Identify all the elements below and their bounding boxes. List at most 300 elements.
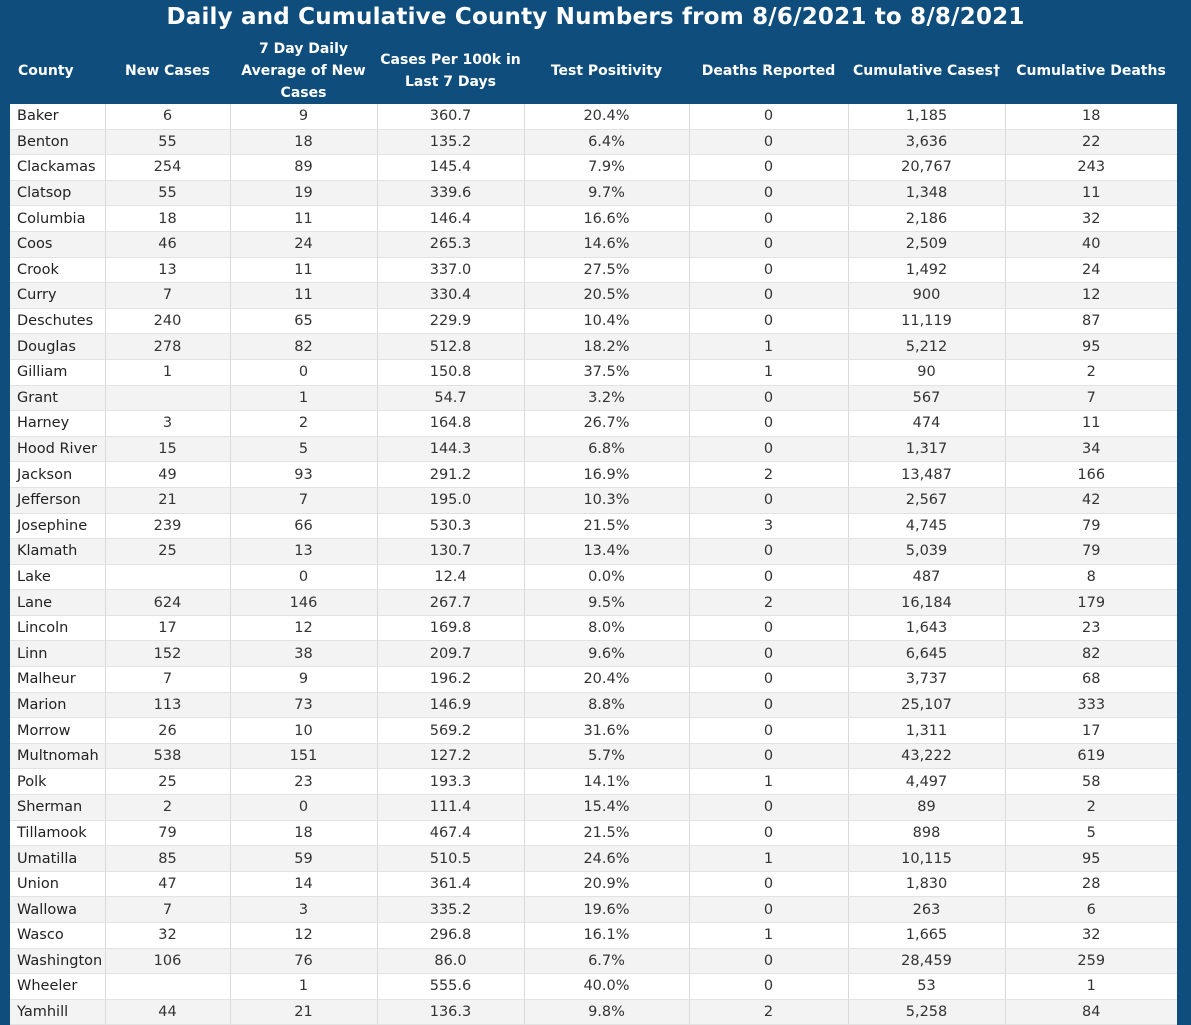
- cell-cases-per-100k: 127.2: [377, 743, 524, 769]
- cell-new-cases: [105, 564, 230, 590]
- cell-cumulative-cases: 263: [848, 897, 1005, 923]
- cell-test-positivity: 20.9%: [524, 871, 689, 897]
- cell-cumulative-deaths: 8: [1005, 564, 1177, 590]
- cell-7day-average: 7: [230, 487, 377, 513]
- cell-cumulative-cases: 898: [848, 820, 1005, 846]
- cell-test-positivity: 21.5%: [524, 513, 689, 539]
- cell-deaths-reported: 0: [689, 436, 848, 462]
- cell-cases-per-100k: 136.3: [377, 999, 524, 1025]
- cell-cumulative-deaths: 259: [1005, 948, 1177, 974]
- header-row: [10, 38, 1177, 104]
- column-header-cases-per-100k: Cases Per 100k in Last 7 Days: [377, 38, 524, 104]
- cell-cases-per-100k: 569.2: [377, 718, 524, 744]
- cell-test-positivity: 9.5%: [524, 590, 689, 616]
- cell-7day-average: 76: [230, 948, 377, 974]
- cell-7day-average: 9: [230, 104, 377, 129]
- cell-cumulative-deaths: 619: [1005, 743, 1177, 769]
- cell-cumulative-cases: 28,459: [848, 948, 1005, 974]
- cell-new-cases: 13: [105, 257, 230, 283]
- cell-new-cases: 15: [105, 436, 230, 462]
- cell-new-cases: 624: [105, 590, 230, 616]
- table-row: [10, 692, 1177, 718]
- cell-county: Multnomah: [10, 743, 105, 769]
- cell-cases-per-100k: 150.8: [377, 359, 524, 385]
- cell-test-positivity: 6.7%: [524, 948, 689, 974]
- cell-test-positivity: 31.6%: [524, 718, 689, 744]
- cell-test-positivity: 3.2%: [524, 385, 689, 411]
- table-row: [10, 539, 1177, 565]
- cell-7day-average: 11: [230, 283, 377, 309]
- cell-cumulative-cases: 10,115: [848, 846, 1005, 872]
- cell-county: Klamath: [10, 539, 105, 565]
- cell-deaths-reported: 1: [689, 359, 848, 385]
- cell-new-cases: 538: [105, 743, 230, 769]
- cell-cumulative-deaths: 2: [1005, 359, 1177, 385]
- cell-7day-average: 0: [230, 564, 377, 590]
- cell-deaths-reported: 0: [689, 795, 848, 821]
- cell-deaths-reported: 0: [689, 743, 848, 769]
- cell-new-cases: 18: [105, 206, 230, 232]
- cell-new-cases: 3: [105, 411, 230, 437]
- cell-cumulative-deaths: 11: [1005, 180, 1177, 206]
- cell-county: Douglas: [10, 334, 105, 360]
- table-body: [10, 104, 1177, 1025]
- cell-cumulative-cases: 1,665: [848, 923, 1005, 949]
- cell-cumulative-cases: 3,737: [848, 667, 1005, 693]
- table-row: [10, 769, 1177, 795]
- cell-cumulative-deaths: 58: [1005, 769, 1177, 795]
- cell-new-cases: 55: [105, 180, 230, 206]
- cell-new-cases: 152: [105, 641, 230, 667]
- cell-deaths-reported: 1: [689, 334, 848, 360]
- cell-7day-average: 19: [230, 180, 377, 206]
- cell-county: Clackamas: [10, 155, 105, 181]
- table-row: [10, 923, 1177, 949]
- cell-deaths-reported: 0: [689, 385, 848, 411]
- cell-deaths-reported: 0: [689, 206, 848, 232]
- cell-test-positivity: 6.8%: [524, 436, 689, 462]
- cell-new-cases: 7: [105, 667, 230, 693]
- cell-new-cases: 21: [105, 487, 230, 513]
- cell-7day-average: 151: [230, 743, 377, 769]
- cell-cumulative-deaths: 40: [1005, 231, 1177, 257]
- cell-cases-per-100k: 555.6: [377, 974, 524, 1000]
- cell-cumulative-deaths: 166: [1005, 462, 1177, 488]
- cell-test-positivity: 7.9%: [524, 155, 689, 181]
- cell-cases-per-100k: 467.4: [377, 820, 524, 846]
- column-header-test-positivity: Test Positivity: [524, 38, 689, 104]
- cell-cases-per-100k: 164.8: [377, 411, 524, 437]
- cell-7day-average: 23: [230, 769, 377, 795]
- cell-cumulative-deaths: 22: [1005, 129, 1177, 155]
- cell-new-cases: 25: [105, 539, 230, 565]
- table-row: [10, 743, 1177, 769]
- cell-test-positivity: 16.6%: [524, 206, 689, 232]
- table-row: [10, 283, 1177, 309]
- cell-cumulative-deaths: 68: [1005, 667, 1177, 693]
- cell-new-cases: [105, 385, 230, 411]
- cell-cumulative-cases: 11,119: [848, 308, 1005, 334]
- cell-deaths-reported: 1: [689, 923, 848, 949]
- cell-cumulative-deaths: 6: [1005, 897, 1177, 923]
- cell-cases-per-100k: 145.4: [377, 155, 524, 181]
- cell-cumulative-cases: 1,830: [848, 871, 1005, 897]
- cell-7day-average: 5: [230, 436, 377, 462]
- cell-test-positivity: 8.0%: [524, 615, 689, 641]
- cell-7day-average: 3: [230, 897, 377, 923]
- cell-cumulative-cases: 1,492: [848, 257, 1005, 283]
- cell-7day-average: 1: [230, 974, 377, 1000]
- cell-7day-average: 1: [230, 385, 377, 411]
- cell-test-positivity: 40.0%: [524, 974, 689, 1000]
- county-table: [10, 38, 1177, 1025]
- cell-cases-per-100k: 335.2: [377, 897, 524, 923]
- cell-new-cases: 85: [105, 846, 230, 872]
- cell-county: Grant: [10, 385, 105, 411]
- cell-test-positivity: 27.5%: [524, 257, 689, 283]
- cell-cumulative-cases: 487: [848, 564, 1005, 590]
- cell-7day-average: 11: [230, 206, 377, 232]
- cell-cases-per-100k: 54.7: [377, 385, 524, 411]
- cell-cumulative-cases: 1,317: [848, 436, 1005, 462]
- cell-county: Josephine: [10, 513, 105, 539]
- cell-deaths-reported: 0: [689, 718, 848, 744]
- cell-county: Lane: [10, 590, 105, 616]
- cell-cumulative-cases: 2,186: [848, 206, 1005, 232]
- cell-deaths-reported: 0: [689, 615, 848, 641]
- cell-cases-per-100k: 135.2: [377, 129, 524, 155]
- table-row: [10, 462, 1177, 488]
- cell-cumulative-cases: 2,567: [848, 487, 1005, 513]
- cell-7day-average: 89: [230, 155, 377, 181]
- cell-cumulative-deaths: 84: [1005, 999, 1177, 1025]
- cell-cases-per-100k: 86.0: [377, 948, 524, 974]
- cell-7day-average: 12: [230, 923, 377, 949]
- cell-cases-per-100k: 209.7: [377, 641, 524, 667]
- cell-cases-per-100k: 146.9: [377, 692, 524, 718]
- cell-cumulative-cases: 4,497: [848, 769, 1005, 795]
- cell-deaths-reported: 0: [689, 897, 848, 923]
- cell-county: Malheur: [10, 667, 105, 693]
- cell-cumulative-deaths: 5: [1005, 820, 1177, 846]
- cell-cumulative-cases: 3,636: [848, 129, 1005, 155]
- table-row: [10, 129, 1177, 155]
- cell-deaths-reported: 1: [689, 846, 848, 872]
- cell-test-positivity: 14.1%: [524, 769, 689, 795]
- cell-cases-per-100k: 510.5: [377, 846, 524, 872]
- cell-county: Deschutes: [10, 308, 105, 334]
- cell-cases-per-100k: 169.8: [377, 615, 524, 641]
- cell-deaths-reported: 0: [689, 129, 848, 155]
- cell-test-positivity: 37.5%: [524, 359, 689, 385]
- cell-7day-average: 14: [230, 871, 377, 897]
- cell-cumulative-deaths: 2: [1005, 795, 1177, 821]
- cell-new-cases: 55: [105, 129, 230, 155]
- cell-cumulative-deaths: 1: [1005, 974, 1177, 1000]
- cell-deaths-reported: 0: [689, 155, 848, 181]
- cell-deaths-reported: 0: [689, 820, 848, 846]
- cell-county: Wheeler: [10, 974, 105, 1000]
- cell-test-positivity: 5.7%: [524, 743, 689, 769]
- cell-test-positivity: 18.2%: [524, 334, 689, 360]
- cell-deaths-reported: 0: [689, 871, 848, 897]
- cell-cases-per-100k: 193.3: [377, 769, 524, 795]
- cell-cumulative-cases: 6,645: [848, 641, 1005, 667]
- cell-cases-per-100k: 195.0: [377, 487, 524, 513]
- cell-new-cases: 17: [105, 615, 230, 641]
- cell-cumulative-cases: 4,745: [848, 513, 1005, 539]
- cell-county: Jackson: [10, 462, 105, 488]
- cell-cumulative-deaths: 179: [1005, 590, 1177, 616]
- cell-cumulative-deaths: 333: [1005, 692, 1177, 718]
- cell-cumulative-cases: 43,222: [848, 743, 1005, 769]
- cell-county: Umatilla: [10, 846, 105, 872]
- cell-new-cases: 46: [105, 231, 230, 257]
- cell-new-cases: 6: [105, 104, 230, 129]
- cell-cumulative-cases: 2,509: [848, 231, 1005, 257]
- table-row: [10, 308, 1177, 334]
- cell-7day-average: 0: [230, 359, 377, 385]
- cell-cumulative-cases: 1,643: [848, 615, 1005, 641]
- cell-deaths-reported: 0: [689, 231, 848, 257]
- cell-7day-average: 59: [230, 846, 377, 872]
- cell-deaths-reported: 2: [689, 462, 848, 488]
- table-row: [10, 871, 1177, 897]
- cell-test-positivity: 20.4%: [524, 667, 689, 693]
- cell-county: Tillamook: [10, 820, 105, 846]
- cell-cumulative-cases: 1,185: [848, 104, 1005, 129]
- cell-test-positivity: 9.7%: [524, 180, 689, 206]
- cell-cases-per-100k: 144.3: [377, 436, 524, 462]
- cell-county: Wallowa: [10, 897, 105, 923]
- cell-test-positivity: 10.3%: [524, 487, 689, 513]
- cell-test-positivity: 16.1%: [524, 923, 689, 949]
- cell-county: Marion: [10, 692, 105, 718]
- cell-test-positivity: 20.4%: [524, 104, 689, 129]
- cell-cumulative-cases: 89: [848, 795, 1005, 821]
- cell-test-positivity: 9.6%: [524, 641, 689, 667]
- cell-cumulative-deaths: 79: [1005, 513, 1177, 539]
- cell-test-positivity: 6.4%: [524, 129, 689, 155]
- cell-cumulative-deaths: 11: [1005, 411, 1177, 437]
- cell-cases-per-100k: 196.2: [377, 667, 524, 693]
- cell-cumulative-deaths: 243: [1005, 155, 1177, 181]
- table-row: [10, 590, 1177, 616]
- cell-county: Morrow: [10, 718, 105, 744]
- cell-cases-per-100k: 361.4: [377, 871, 524, 897]
- cell-deaths-reported: 2: [689, 590, 848, 616]
- cell-cumulative-cases: 16,184: [848, 590, 1005, 616]
- cell-deaths-reported: 0: [689, 180, 848, 206]
- cell-county: Crook: [10, 257, 105, 283]
- cell-test-positivity: 26.7%: [524, 411, 689, 437]
- cell-new-cases: 254: [105, 155, 230, 181]
- cell-test-positivity: 21.5%: [524, 820, 689, 846]
- cell-county: Curry: [10, 283, 105, 309]
- cell-deaths-reported: 0: [689, 308, 848, 334]
- cell-cumulative-cases: 567: [848, 385, 1005, 411]
- cell-7day-average: 2: [230, 411, 377, 437]
- cell-county: Columbia: [10, 206, 105, 232]
- cell-new-cases: 47: [105, 871, 230, 897]
- cell-7day-average: 13: [230, 539, 377, 565]
- cell-cumulative-cases: 1,348: [848, 180, 1005, 206]
- cell-cumulative-deaths: 95: [1005, 846, 1177, 872]
- cell-cumulative-cases: 13,487: [848, 462, 1005, 488]
- column-header-cumulative-cases: Cumulative Cases†: [848, 38, 1005, 104]
- cell-test-positivity: 13.4%: [524, 539, 689, 565]
- cell-test-positivity: 16.9%: [524, 462, 689, 488]
- cell-cumulative-deaths: 28: [1005, 871, 1177, 897]
- cell-cumulative-cases: 1,311: [848, 718, 1005, 744]
- cell-cases-per-100k: 530.3: [377, 513, 524, 539]
- table-row: [10, 615, 1177, 641]
- cell-test-positivity: 20.5%: [524, 283, 689, 309]
- cell-county: Union: [10, 871, 105, 897]
- table-row: [10, 206, 1177, 232]
- cell-county: Harney: [10, 411, 105, 437]
- cell-new-cases: 25: [105, 769, 230, 795]
- cell-cumulative-deaths: 42: [1005, 487, 1177, 513]
- cell-7day-average: 0: [230, 795, 377, 821]
- cell-new-cases: 7: [105, 283, 230, 309]
- cell-county: Lincoln: [10, 615, 105, 641]
- cell-cumulative-cases: 474: [848, 411, 1005, 437]
- cell-deaths-reported: 0: [689, 257, 848, 283]
- cell-test-positivity: 14.6%: [524, 231, 689, 257]
- cell-deaths-reported: 2: [689, 999, 848, 1025]
- cell-test-positivity: 15.4%: [524, 795, 689, 821]
- cell-deaths-reported: 0: [689, 948, 848, 974]
- cell-cumulative-cases: 25,107: [848, 692, 1005, 718]
- cell-deaths-reported: 1: [689, 769, 848, 795]
- cell-test-positivity: 0.0%: [524, 564, 689, 590]
- cell-cases-per-100k: 130.7: [377, 539, 524, 565]
- cell-cumulative-deaths: 12: [1005, 283, 1177, 309]
- cell-7day-average: 18: [230, 820, 377, 846]
- column-header-7day-average: 7 Day Daily Average of New Cases: [230, 38, 377, 104]
- cell-7day-average: 66: [230, 513, 377, 539]
- cell-new-cases: 113: [105, 692, 230, 718]
- cell-county: Washington: [10, 948, 105, 974]
- cell-county: Polk: [10, 769, 105, 795]
- cell-county: Jefferson: [10, 487, 105, 513]
- cell-test-positivity: 10.4%: [524, 308, 689, 334]
- cell-7day-average: 12: [230, 615, 377, 641]
- cell-deaths-reported: 0: [689, 539, 848, 565]
- table-row: [10, 180, 1177, 206]
- cell-cases-per-100k: 229.9: [377, 308, 524, 334]
- cell-county: Coos: [10, 231, 105, 257]
- cell-cumulative-deaths: 32: [1005, 206, 1177, 232]
- table-row: [10, 641, 1177, 667]
- cell-cumulative-deaths: 23: [1005, 615, 1177, 641]
- cell-cases-per-100k: 265.3: [377, 231, 524, 257]
- table-row: [10, 436, 1177, 462]
- cell-7day-average: 21: [230, 999, 377, 1025]
- cell-county: Gilliam: [10, 359, 105, 385]
- cell-7day-average: 65: [230, 308, 377, 334]
- cell-deaths-reported: 0: [689, 641, 848, 667]
- cell-cases-per-100k: 512.8: [377, 334, 524, 360]
- table-row: [10, 231, 1177, 257]
- cell-cumulative-cases: 53: [848, 974, 1005, 1000]
- table-row: [10, 846, 1177, 872]
- cell-cumulative-deaths: 24: [1005, 257, 1177, 283]
- cell-deaths-reported: 0: [689, 692, 848, 718]
- table-row: [10, 334, 1177, 360]
- cell-7day-average: 18: [230, 129, 377, 155]
- cell-county: Yamhill: [10, 999, 105, 1025]
- cell-cumulative-deaths: 32: [1005, 923, 1177, 949]
- cell-test-positivity: 9.8%: [524, 999, 689, 1025]
- cell-cumulative-cases: 900: [848, 283, 1005, 309]
- cell-cumulative-deaths: 82: [1005, 641, 1177, 667]
- column-header-deaths-reported: Deaths Reported: [689, 38, 848, 104]
- table-row: [10, 897, 1177, 923]
- table-row: [10, 795, 1177, 821]
- cell-new-cases: 239: [105, 513, 230, 539]
- cell-cumulative-deaths: 17: [1005, 718, 1177, 744]
- cell-new-cases: 278: [105, 334, 230, 360]
- page-title: Daily and Cumulative County Numbers from 8/6/2021 to 8/8/2021: [166, 4, 1025, 30]
- cell-cases-per-100k: 291.2: [377, 462, 524, 488]
- cell-cumulative-cases: 20,767: [848, 155, 1005, 181]
- cell-7day-average: 93: [230, 462, 377, 488]
- table-row: [10, 385, 1177, 411]
- cell-test-positivity: 8.8%: [524, 692, 689, 718]
- cell-deaths-reported: 0: [689, 104, 848, 129]
- cell-7day-average: 10: [230, 718, 377, 744]
- cell-county: Baker: [10, 104, 105, 129]
- column-header-new-cases: New Cases: [105, 38, 230, 104]
- cell-new-cases: 7: [105, 897, 230, 923]
- cell-7day-average: 38: [230, 641, 377, 667]
- cell-new-cases: 32: [105, 923, 230, 949]
- table-row: [10, 513, 1177, 539]
- table-row: [10, 948, 1177, 974]
- table-row: [10, 359, 1177, 385]
- cell-cumulative-deaths: 95: [1005, 334, 1177, 360]
- cell-test-positivity: 19.6%: [524, 897, 689, 923]
- table-row: [10, 564, 1177, 590]
- cell-county: Lake: [10, 564, 105, 590]
- cell-7day-average: 82: [230, 334, 377, 360]
- cell-deaths-reported: 3: [689, 513, 848, 539]
- cell-7day-average: 11: [230, 257, 377, 283]
- cell-new-cases: 106: [105, 948, 230, 974]
- cell-cases-per-100k: 337.0: [377, 257, 524, 283]
- cell-cases-per-100k: 360.7: [377, 104, 524, 129]
- table-row: [10, 820, 1177, 846]
- column-header-county: County: [10, 38, 105, 104]
- cell-new-cases: 1: [105, 359, 230, 385]
- cell-new-cases: 44: [105, 999, 230, 1025]
- table-row: [10, 718, 1177, 744]
- cell-cumulative-deaths: 34: [1005, 436, 1177, 462]
- cell-7day-average: 73: [230, 692, 377, 718]
- cell-county: Clatsop: [10, 180, 105, 206]
- cell-cases-per-100k: 12.4: [377, 564, 524, 590]
- cell-cumulative-deaths: 79: [1005, 539, 1177, 565]
- cell-test-positivity: 24.6%: [524, 846, 689, 872]
- cell-cumulative-cases: 5,212: [848, 334, 1005, 360]
- cell-cumulative-deaths: 87: [1005, 308, 1177, 334]
- cell-cases-per-100k: 146.4: [377, 206, 524, 232]
- cell-7day-average: 9: [230, 667, 377, 693]
- cell-county: Benton: [10, 129, 105, 155]
- table-row: [10, 155, 1177, 181]
